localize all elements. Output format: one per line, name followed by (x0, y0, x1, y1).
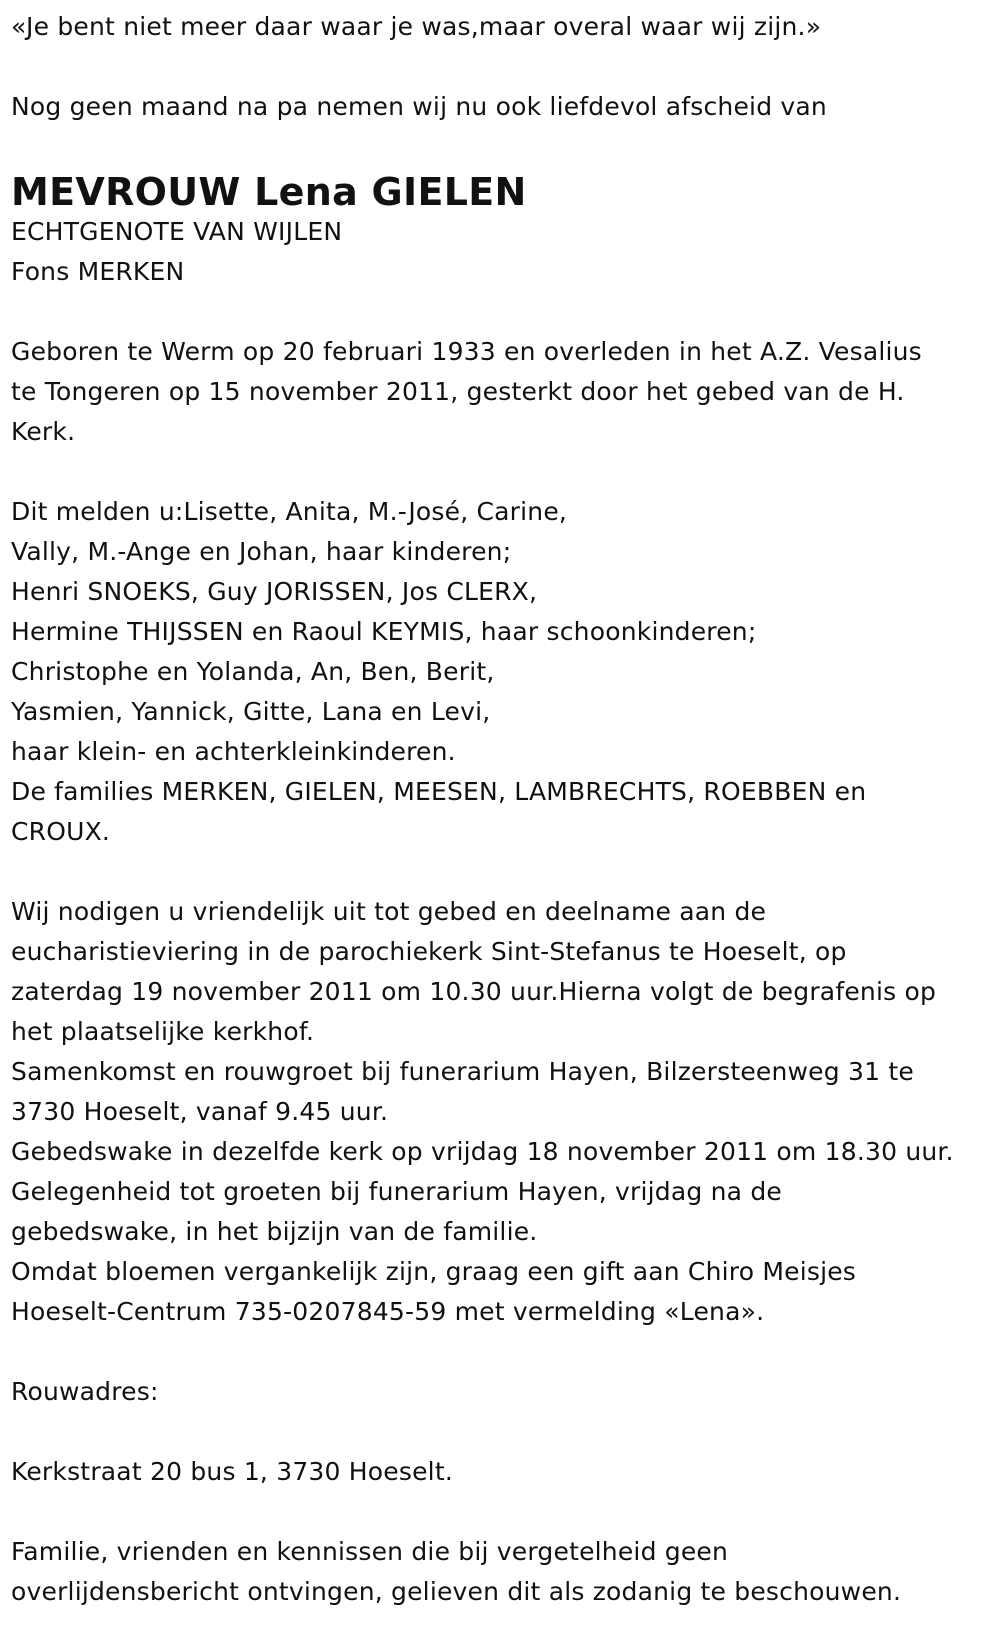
invitation-line: Gebedswake in dezelfde kerk op vrijdag 18 november 2011 om 18.30 uur. (11, 1137, 954, 1166)
invitation-line: Samenkomst en rouwgroet bij funerarium Hayen, Bilzersteenweg 31 te (11, 1057, 914, 1086)
spacer (11, 852, 986, 892)
deceased-name: MEVROUW Lena GIELEN (11, 170, 527, 214)
announcement-line: Dit melden u:Lisette, Anita, M.-José, Carine, (11, 497, 568, 526)
invitation-line: eucharistieviering in de parochiekerk Sint-Stefanus te Hoeselt, op (11, 937, 847, 966)
announcement-line: Yasmien, Yannick, Gitte, Lana en Levi, (11, 697, 491, 726)
announcement-line: Christophe en Yolanda, An, Ben, Berit, (11, 657, 495, 686)
announcement-line: Henri SNOEKS, Guy JORISSEN, Jos CLERX, (11, 577, 538, 606)
address: Kerkstraat 20 bus 1, 3730 Hoeselt. (11, 1457, 453, 1486)
invitation-line: Omdat bloemen vergankelijk zijn, graag een gift aan Chiro Meisjes (11, 1257, 857, 1286)
intro-text: Nog geen maand na pa nemen wij nu ook liefdevol afscheid van (11, 92, 827, 121)
announcement-line: Vally, M.-Ange en Johan, haar kinderen; (11, 537, 512, 566)
announcement-line: De families MERKEN, GIELEN, MEESEN, LAMBRECHTS, ROEBBEN en (11, 777, 867, 806)
closing-line: Familie, vrienden en kennissen die bij vergetelheid geen (11, 1537, 729, 1566)
spacer (11, 47, 986, 87)
spacer (11, 292, 986, 332)
quote: «Je bent niet meer daar waar je was,maar overal waar wij zijn.» (11, 12, 822, 41)
invitation-line: Wij nodigen u vriendelijk uit tot gebed en deelname aan de (11, 897, 767, 926)
address-label: Rouwadres: (11, 1377, 159, 1406)
spacer (11, 1412, 986, 1452)
spacer (11, 127, 986, 167)
invitation-line: het plaatselijke kerkhof. (11, 1017, 315, 1046)
birth-death-line: Kerk. (11, 417, 76, 446)
closing-line: overlijdensbericht ontvingen, gelieven dit als zodanig te beschouwen. (11, 1577, 902, 1606)
invitation-line: zaterdag 19 november 2011 om 10.30 uur.Hierna volgt de begrafenis op (11, 977, 937, 1006)
spacer (11, 1492, 986, 1532)
spouse-label: ECHTGENOTE VAN WIJLEN (11, 217, 343, 246)
spacer (11, 452, 986, 492)
obituary-notice (11, 7, 986, 1612)
invitation-line: Hoeselt-Centrum 735-0207845-59 met vermelding «Lena». (11, 1297, 765, 1326)
invitation-line: 3730 Hoeselt, vanaf 9.45 uur. (11, 1097, 389, 1126)
announcement-line: CROUX. (11, 817, 111, 846)
invitation-line: gebedswake, in het bijzijn van de familie. (11, 1217, 538, 1246)
invitation-line: Gelegenheid tot groeten bij funerarium Hayen, vrijdag na de (11, 1177, 782, 1206)
spacer (11, 1332, 986, 1372)
spouse-name: Fons MERKEN (11, 257, 185, 286)
announcement-line: Hermine THIJSSEN en Raoul KEYMIS, haar schoonkinderen; (11, 617, 757, 646)
birth-death-line: Geboren te Werm op 20 februari 1933 en overleden in het A.Z. Vesalius (11, 337, 922, 366)
birth-death-line: te Tongeren op 15 november 2011, gesterkt door het gebed van de H. (11, 377, 905, 406)
announcement-line: haar klein- en achterkleinkinderen. (11, 737, 456, 766)
